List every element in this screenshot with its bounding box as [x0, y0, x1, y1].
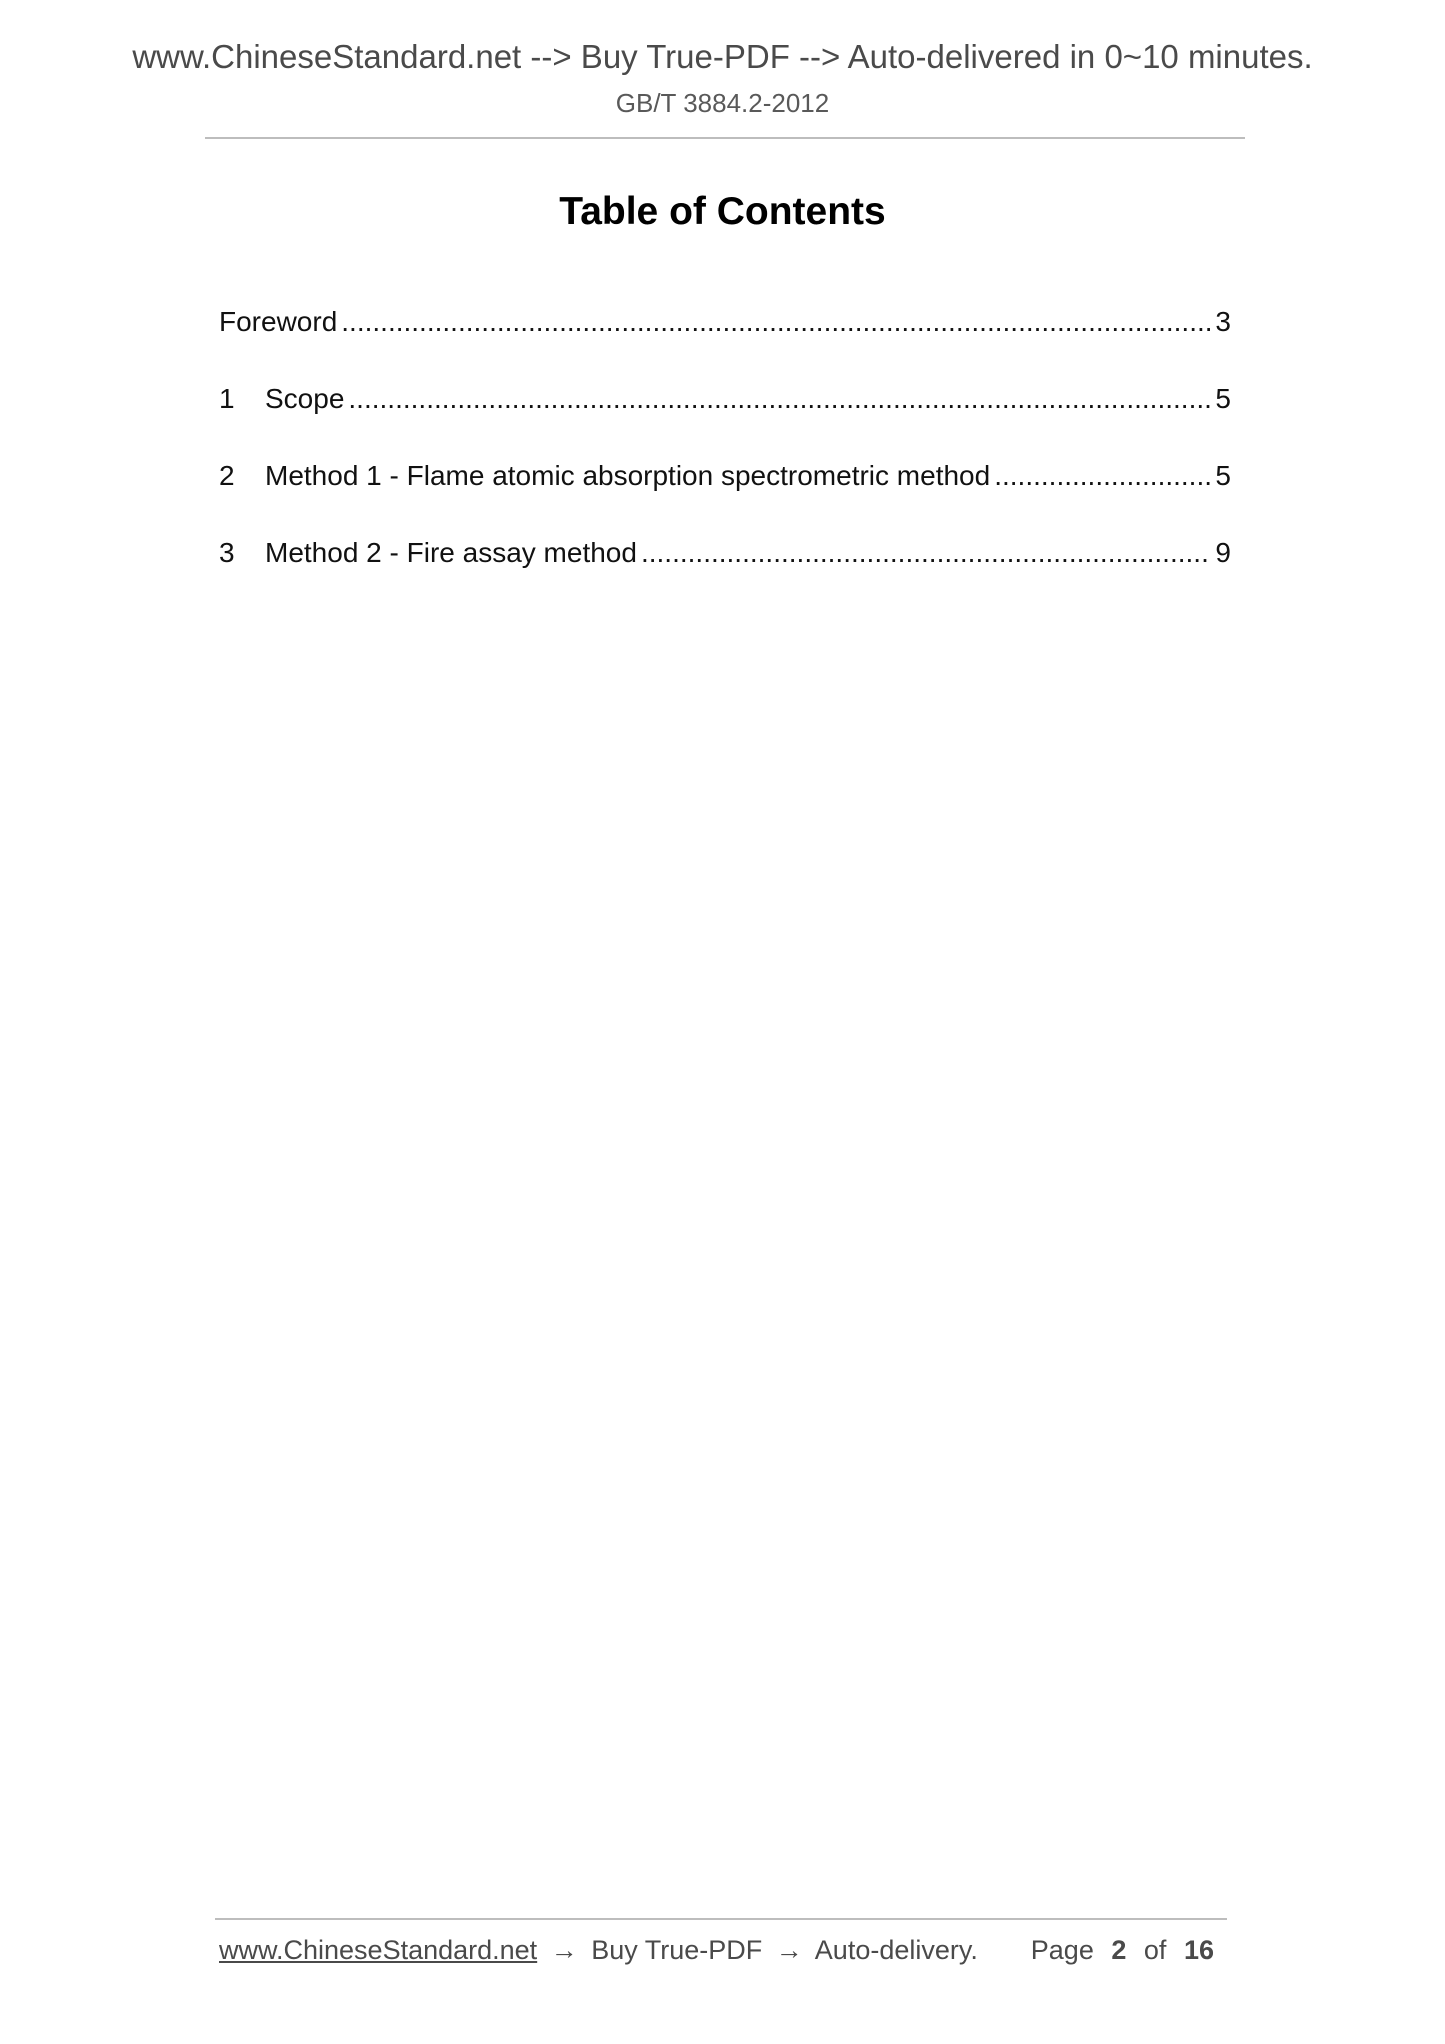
toc-entry-page: 5	[1215, 383, 1231, 414]
page-counter	[1031, 1935, 1224, 1966]
toc-leader-dots	[341, 306, 1211, 338]
toc-entry-label: Scope	[265, 383, 345, 414]
page-total: 16	[1183, 1935, 1214, 1965]
page-footer	[219, 1935, 1224, 1971]
toc-entry-number: 3	[219, 537, 235, 568]
toc-entry-label: Method 2 - Fire assay method	[265, 537, 637, 568]
toc-entry-method-2[interactable]	[219, 537, 1231, 614]
toc-entry-method-1[interactable]	[219, 460, 1231, 537]
toc-entry-page: 5	[1215, 460, 1231, 491]
footer-divider	[215, 1918, 1227, 1920]
footer-buy-text: Buy True-PDF	[591, 1935, 763, 1965]
page-current: 2	[1111, 1935, 1127, 1965]
toc-leader-dots	[994, 460, 1211, 492]
page-word: Page	[1030, 1935, 1094, 1965]
toc-entry-label: Foreword	[219, 306, 338, 337]
footer-site-link[interactable]: www.ChineseStandard.net	[219, 1935, 538, 1965]
toc-title: Table of Contents	[559, 190, 886, 233]
toc-entry-number: 1	[219, 383, 235, 414]
toc-entry-label: Method 1 - Flame atomic absorption spectrometric method	[265, 460, 991, 491]
toc-entry-page: 3	[1215, 306, 1231, 337]
arrow-right-icon: →	[775, 1935, 803, 1965]
toc-leader-dots	[348, 383, 1211, 415]
of-word: of	[1143, 1935, 1167, 1965]
site-banner: www.ChineseStandard.net --> Buy True-PDF --> Auto-delivered in 0~10 minutes.	[132, 38, 1313, 75]
footer-delivery-text: Auto-delivery.	[814, 1935, 978, 1965]
toc-entry-scope[interactable]	[219, 383, 1231, 460]
header-divider	[205, 137, 1245, 139]
toc-entry-foreword[interactable]	[219, 306, 1231, 383]
toc-leader-dots	[641, 537, 1211, 569]
footer-promo	[219, 1935, 978, 1966]
document-id: GB/T 3884.2-2012	[615, 88, 830, 118]
toc-entry-page: 9	[1215, 537, 1231, 568]
toc-list	[219, 306, 1231, 614]
toc-entry-number: 2	[219, 460, 235, 491]
arrow-right-icon: →	[550, 1935, 578, 1965]
